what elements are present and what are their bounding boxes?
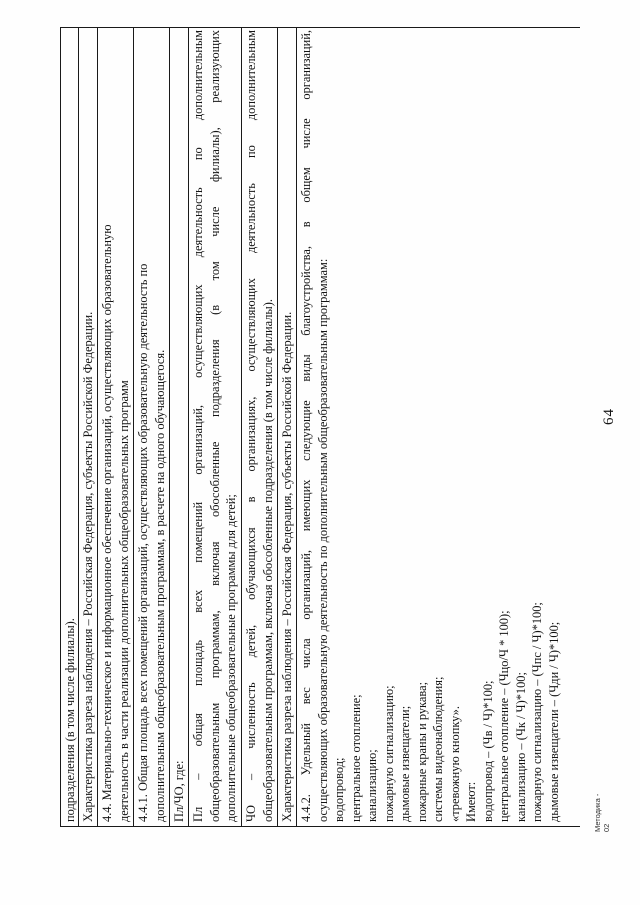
table-cell-line: 4.4. Материально-техническое и информационное обеспечение организаций, осуществляющих образовательную (100, 224, 114, 822)
footer-label: Методика - 02 (593, 793, 611, 832)
table-cell-line: водопровод – (Чв / Ч)*100; (480, 680, 495, 822)
table-cell-line: дымовые извещатели; (398, 705, 412, 822)
table-cell-line: Характеристика разреза наблюдения – Российская Федерация, субъекты Российской Федерации. (81, 311, 95, 822)
table-cell-line: общеобразовательным программам, включая обособленные подразделения (в том числе филиалы). (260, 299, 275, 822)
table-cell-line: Пл/ЧО, где: (172, 760, 186, 822)
table-cell-line: канализацию – (Чк / Ч)*100; (513, 672, 528, 822)
table-row (98, 27, 134, 827)
table-cell-line: дополнительные общеобразовательные программы для детей; (224, 494, 238, 822)
table-cell-line: канализацию; (365, 749, 379, 822)
table-cell-line: Пл – общая площадь всех помещений организаций, осуществляющих деятельность по дополнительным (191, 30, 205, 822)
table-row (170, 27, 189, 827)
table-cell-line: общеобразовательным программам, включая обособленные подразделения (в том числе филиалы), реализующих (207, 30, 222, 822)
table-row (189, 27, 242, 827)
table-cell-line: центральное отопление; (348, 694, 363, 822)
table-cell-line: пожарную сигнализацию – (Чпс / Ч)*100; (530, 602, 544, 822)
table-row (60, 27, 79, 827)
table-cell-line: Имеют: (464, 781, 478, 822)
table-row (79, 27, 98, 827)
table-row (297, 27, 580, 827)
table-cell-line: системы видеонаблюдения; (431, 676, 445, 822)
table-cell-line: водопровод; (332, 757, 346, 822)
table-row (278, 27, 297, 827)
table-cell-line: пожарные краны и рукава; (414, 681, 429, 822)
table-cell-line: Характеристика разреза наблюдения – Российская Федерация, субъекты Российской Федерации. (280, 311, 294, 822)
table-cell-line: пожарную сигнализацию; (381, 685, 396, 822)
table-cell-line: 4.4.1. Общая площадь всех помещений организаций, осуществляющих образовательную деятельность по (136, 263, 150, 822)
table-cell-line: 4.4.2. Удельный вес числа организаций, имеющих следующие виды благоустройства, в общем числе организаций, (299, 30, 313, 822)
table-cell-line: подразделения (в том числе филиалы). (63, 618, 77, 822)
table-row (134, 27, 170, 827)
table-cell-line: деятельность в части реализации дополнительных общеобразовательных программ (116, 380, 131, 822)
rotated-page-content (60, 27, 580, 827)
table-cell-line: центральное отопление – (Чцо/Ч * 100); (497, 610, 511, 822)
table-cell-line: осуществляющих образовательную деятельность по дополнительным общеобразовательным программам: (315, 258, 330, 822)
table-cell-line: ЧО – численность детей, обучающихся в организациях, осуществляющих деятельность по дополнительным (244, 30, 258, 822)
table-cell-line: дополнительным общеобразовательным программам, в расчете на одного обучающегося. (152, 349, 167, 822)
table-row (242, 27, 278, 827)
table-cell-line: «тревожную кнопку». (447, 706, 462, 822)
page-number: 64 (601, 408, 617, 425)
table-cell-line: дымовые извещатели – (Чди / Ч)*100; (546, 621, 561, 822)
